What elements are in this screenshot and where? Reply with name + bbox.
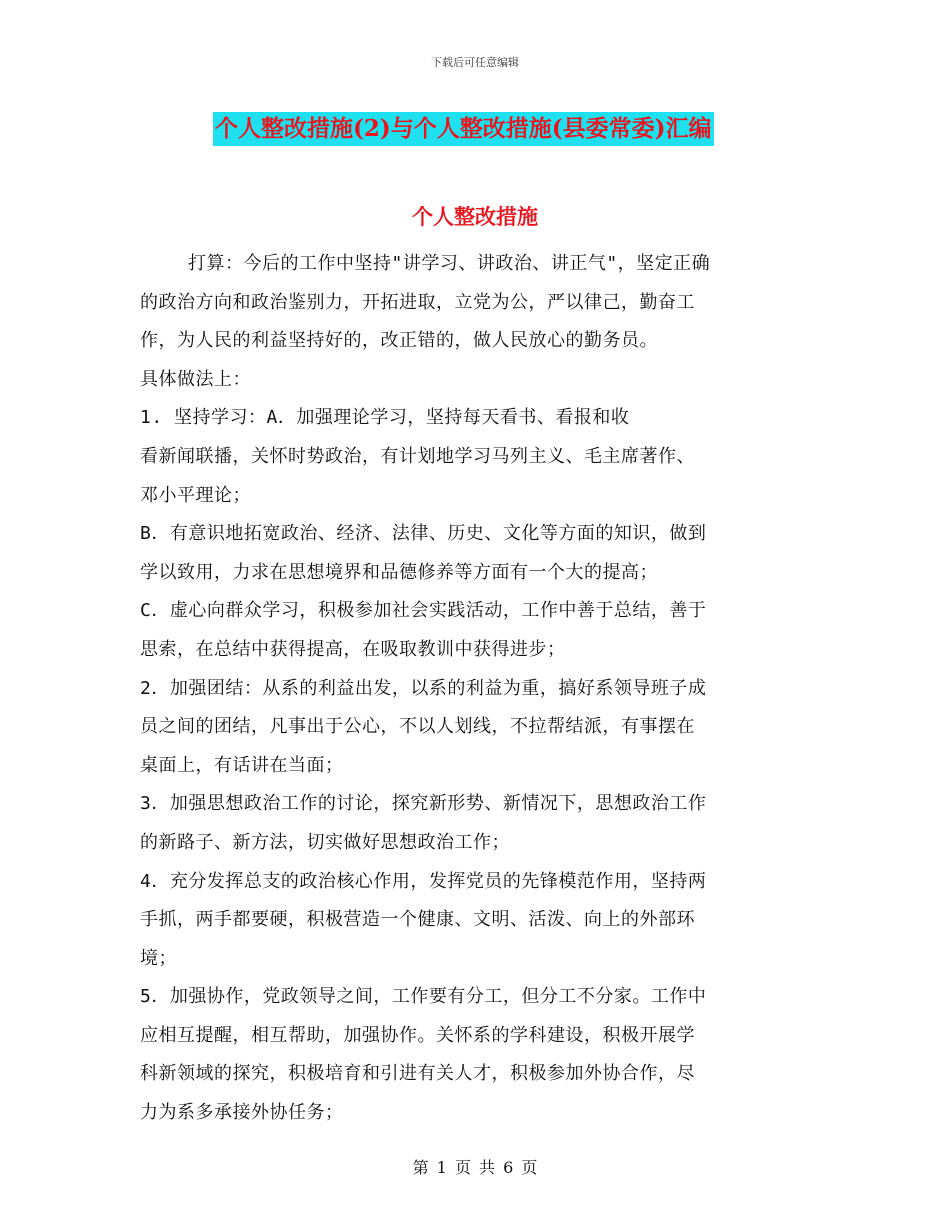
page-header-note: 下载后可任意编辑 [431,56,519,69]
body-line: 4．充分发挥总支的政治核心作用，发挥党员的先锋模范作用，坚持两 [140,870,707,892]
body-line: 员之间的团结，凡事出于公心，不以人划线，不拉帮结派，有事摆在 [140,716,695,738]
body-line: 5．加强协作，党政领导之间，工作要有分工，但分工不分家。工作中 [140,986,707,1008]
body-line: 学以致用，力求在思想境界和品德修养等方面有一个大的提高； [140,561,658,583]
body-line: 3．加强思想政治工作的讨论，探究新形势、新情况下，思想政治工作 [140,793,707,815]
body-line: 境； [140,947,177,969]
body-line: 思索，在总结中获得提高，在吸取教训中获得进步； [140,638,566,660]
document-body [140,245,812,1133]
body-line: 打算：今后的工作中坚持"讲学习、讲政治、讲正气"，坚定正确 [188,253,711,274]
page-footer: 第 1 页 共 6 页 [412,1158,538,1177]
body-line: 1. 坚持学习：A．加强理论学习，坚持每天看书、看报和收 [140,407,630,429]
body-line: 科新领域的探究，积极培育和引进有关人才，积极参加外协合作，尽 [140,1063,695,1085]
body-line: B．有意识地拓宽政治、经济、法律、历史、文化等方面的知识，做到 [140,523,707,545]
body-line: 桌面上，有话讲在当面； [140,754,344,776]
section-title: 个人整改措施 [412,204,538,229]
body-line: 邓小平理论； [140,484,251,506]
body-line: 具体做法上： [140,368,251,390]
body-line: 作，为人民的利益坚持好的，改正错的，做人民放心的勤务员。 [140,330,658,352]
body-line: 的政治方向和政治鉴别力，开拓进取，立党为公，严以律己，勤奋工 [140,291,695,313]
body-line: 力为系多承接外协任务； [140,1102,344,1124]
body-line: 的新路子、新方法，切实做好思想政治工作； [140,831,510,853]
body-line: 2．加强团结：从系的利益出发，以系的利益为重，搞好系领导班子成 [140,677,707,699]
body-line: 手抓，两手都要硬，积极营造一个健康、文明、活泼、向上的外部环 [140,909,695,931]
document-title: 个人整改措施(2)与个人整改措施(县委常委)汇编 [213,112,714,146]
body-line: C．虚心向群众学习，积极参加社会实践活动，工作中善于总结，善于 [140,600,707,622]
body-line: 应相互提醒，相互帮助，加强协作。关怀系的学科建设，积极开展学 [140,1024,695,1046]
body-line: 看新闻联播，关怀时势政治，有计划地学习马列主义、毛主席著作、 [140,445,695,467]
